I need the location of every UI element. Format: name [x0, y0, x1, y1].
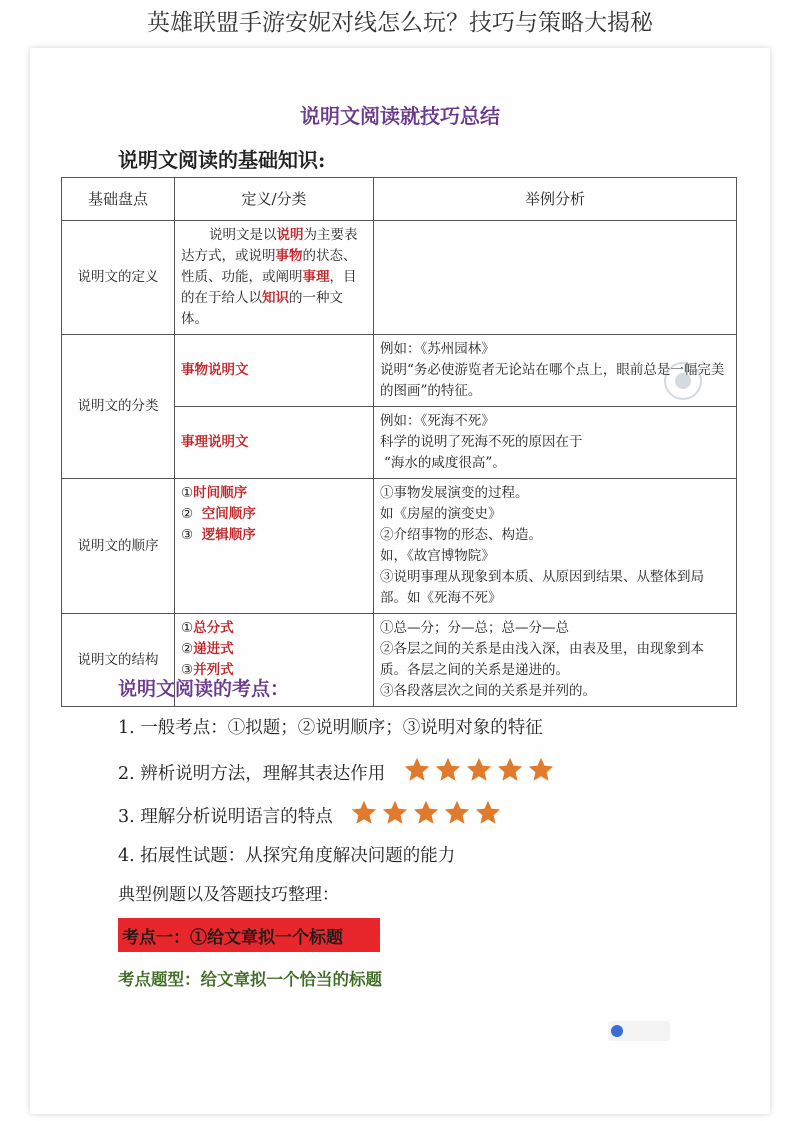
- definition-text: 说明文是以说明为主要表达方式，或说明事物的状态、性质、功能，或阐明事理，目的在于给人以知识的一种文体。: [175, 221, 374, 335]
- row-label-structure: 说明文的结构: [62, 614, 175, 707]
- knowledge-table: [61, 177, 737, 707]
- exam-point-4: 4. 拓展性试题：从探究角度解决问题的能力: [118, 846, 456, 866]
- rating-stars: [403, 756, 558, 788]
- page-header-title: 英雄联盟手游安妮对线怎么玩？技巧与策略大揭秘: [147, 10, 653, 36]
- rating-stars: [350, 799, 505, 831]
- star-icon: [474, 799, 502, 826]
- star-icon: [350, 799, 378, 826]
- table-row: [62, 479, 737, 614]
- row-label-classification: 说明文的分类: [62, 335, 175, 479]
- document-image: [30, 48, 770, 1114]
- classification-example-2: 例如：《死海不死》 科学的说明了死海不死的原因在于 “海水的咸度很高”。: [374, 407, 737, 479]
- table-header-cell: 举例分析: [374, 178, 737, 221]
- row-label-order: 说明文的顺序: [62, 479, 175, 614]
- classification-example-1: 例如：《苏州园林》 说明“务必使游览者无论站在哪个点上，眼前总是一幅完美的图画”的特征。: [374, 335, 737, 407]
- star-icon: [443, 799, 471, 826]
- star-icon: [527, 756, 555, 783]
- section-basic-knowledge-heading: 说明文阅读的基础知识:: [118, 148, 326, 172]
- table-row: [62, 335, 737, 407]
- exam-point-3: 3. 理解分析说明语言的特点: [118, 799, 505, 831]
- exam-question-type: 考点题型：给文章拟一个恰当的标题: [118, 970, 382, 989]
- examples-heading: 典型例题以及答题技巧整理：: [118, 885, 339, 905]
- order-examples: ①事物发展演变的过程。 如《房屋的演变史》 ②介绍事物的形态、构造。 如，《故宫博物院》 ③说明事理从现象到本质、从原因到结果、从整体到局部。如《死海不死》: [374, 479, 737, 614]
- site-watermark: [608, 1021, 670, 1041]
- star-icon: [434, 756, 462, 783]
- faint-logo-icon: [660, 358, 706, 404]
- star-icon: [412, 799, 440, 826]
- table-header-row: [62, 178, 737, 221]
- structure-examples: ①总—分；分—总；总—分—总 ②各层之间的关系是由浅入深，由表及里，由现象到本质。各层之间的关系是递进的。 ③各段落层次之间的关系是并列的。: [374, 614, 737, 707]
- row-label-definition: 说明文的定义: [62, 221, 175, 335]
- classification-type-2: 事理说明文: [175, 407, 374, 479]
- table-row: [62, 221, 737, 335]
- classification-type-1: 事物说明文: [175, 335, 374, 407]
- watermark-logo-icon: [611, 1025, 623, 1037]
- section-exam-points-heading: 说明文阅读的考点：: [118, 678, 290, 700]
- table-header-cell: 定义/分类: [175, 178, 374, 221]
- definition-example-cell: [374, 221, 737, 335]
- exam-point-one: 考点一：①给文章拟一个标题: [122, 928, 343, 948]
- star-icon: [496, 756, 524, 783]
- document-title: 说明文阅读就技巧总结: [300, 104, 500, 128]
- star-icon: [403, 756, 431, 783]
- exam-point-2: 2. 辨析说明方法，理解其表达作用: [118, 756, 558, 788]
- order-list: ①时间顺序 ② 空间顺序 ③ 逻辑顺序: [175, 479, 374, 614]
- exam-point-1: 1. 一般考点：①拟题；②说明顺序；③说明对象的特征: [118, 718, 543, 738]
- star-icon: [465, 756, 493, 783]
- structure-list: ①总分式 ②递进式 ③并列式: [175, 614, 374, 707]
- table-header-cell: 基础盘点: [62, 178, 175, 221]
- star-icon: [381, 799, 409, 826]
